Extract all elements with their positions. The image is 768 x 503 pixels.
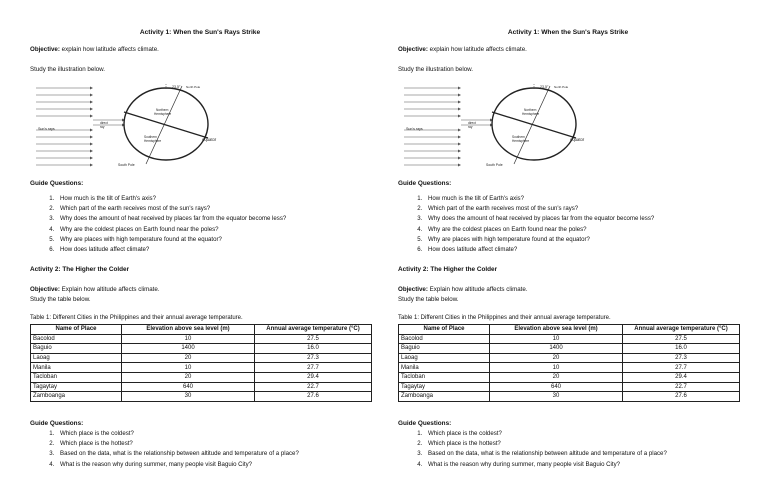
cell-temperature: 16.0 <box>255 344 372 354</box>
cell-temperature: 27.6 <box>255 392 372 402</box>
northern-hemisphere-label: Hemisphere <box>154 112 172 116</box>
table-row <box>31 382 372 392</box>
cell-place: Zamboanga <box>399 392 490 402</box>
activity2-objective <box>30 286 160 293</box>
cell-place: Bacolod <box>31 334 122 344</box>
activity1-guide-label: Guide Questions: <box>30 180 84 187</box>
southern-label: Southern <box>512 135 525 139</box>
cell-temperature: 27.5 <box>623 334 740 344</box>
objective-label: Objective: <box>30 286 60 293</box>
cell-place: Zamboanga <box>31 392 122 402</box>
question-item: 3. Why does the amount of heat received by places far from the equator become less? <box>56 214 286 224</box>
cities-table <box>30 324 372 402</box>
left-worksheet-copy <box>30 0 394 503</box>
activity2-objective <box>398 286 528 293</box>
cell-temperature: 29.4 <box>255 372 372 382</box>
objective-text: explain how latitude affects climate. <box>429 46 527 53</box>
activity1-instruction: Study the illustration below. <box>398 66 473 73</box>
question-item: 4. What is the reason why during summer, many people visit Baguio City? <box>56 460 299 470</box>
objective-text: Explain how altitude affects climate. <box>61 286 160 293</box>
cities-table <box>398 324 740 402</box>
question-item: 6. How does latitude affect climate? <box>424 245 654 255</box>
objective-label: Objective: <box>398 286 428 293</box>
cell-elevation: 1400 <box>490 344 623 354</box>
south-pole-label: South Pole <box>486 163 503 167</box>
suns-rays-label: Sun's rays <box>38 127 55 131</box>
cell-place: Tacloban <box>399 372 490 382</box>
table-caption: Table 1: Different Cities in the Philippines and their annual average temperature. <box>30 315 243 321</box>
cell-elevation: 30 <box>122 392 255 402</box>
question-item: 1. How much is the tilt of Earth's axis? <box>424 194 654 204</box>
question-item: 2. Which place is the hottest? <box>56 439 299 449</box>
activity1-guide-label: Guide Questions: <box>398 180 452 187</box>
cell-temperature: 27.3 <box>255 353 372 363</box>
cell-place: Tacloban <box>31 372 122 382</box>
cell-place: Manila <box>399 363 490 373</box>
col-header-elevation: Elevation above sea level (m) <box>122 325 255 335</box>
southern-hemisphere-label: Hemisphere <box>512 139 530 143</box>
cell-elevation: 10 <box>490 334 623 344</box>
tilt-label: 23.5° <box>540 85 549 89</box>
activity2-title: Activity 2: The Higher the Colder <box>398 266 498 273</box>
equator-label: equator <box>202 137 217 142</box>
question-item: 1. Which place is the coldest? <box>424 429 667 439</box>
activity2-guide-label: Guide Questions: <box>398 420 452 427</box>
cell-elevation: 1400 <box>122 344 255 354</box>
cell-place: Laoag <box>31 353 122 363</box>
earth-circle <box>492 88 576 160</box>
direct-label: direct <box>100 121 108 125</box>
north-pole-label: North Pole <box>554 85 569 89</box>
table-row <box>399 363 740 373</box>
south-pole-label: South Pole <box>118 163 135 167</box>
ray-label: ray <box>468 125 473 129</box>
sun-rays-diagram <box>398 84 598 170</box>
activity2-guide-label: Guide Questions: <box>30 420 84 427</box>
suns-rays-label: Sun's rays <box>406 127 423 131</box>
cell-temperature: 27.7 <box>623 363 740 373</box>
cell-elevation: 10 <box>122 334 255 344</box>
northern-label: Northern <box>156 108 169 112</box>
cell-temperature: 27.3 <box>623 353 740 363</box>
table-row <box>31 363 372 373</box>
direct-label: direct <box>468 121 476 125</box>
cell-elevation: 30 <box>490 392 623 402</box>
cell-temperature: 27.5 <box>255 334 372 344</box>
ray-label: ray <box>100 125 105 129</box>
table-header-row <box>399 325 740 335</box>
tilt-label: 23.5° <box>172 85 181 89</box>
cell-place: Tagaytay <box>31 382 122 392</box>
col-header-temperature: Annual average temperature (°C) <box>623 325 740 335</box>
table-header-row <box>31 325 372 335</box>
question-item: 4. What is the reason why during summer, many people visit Baguio City? <box>424 460 667 470</box>
northern-hemisphere-label: Hemisphere <box>522 112 540 116</box>
cell-elevation: 10 <box>122 363 255 373</box>
activity1-title: Activity 1: When the Sun's Rays Strike <box>139 29 261 36</box>
table-row <box>31 353 372 363</box>
activity1-objective <box>398 46 527 53</box>
question-item: 4. Why are the coldest places on Earth found near the poles? <box>424 225 654 235</box>
question-item: 3. Why does the amount of heat received by places far from the equator become less? <box>424 214 654 224</box>
table-row <box>399 392 740 402</box>
cell-elevation: 640 <box>490 382 623 392</box>
question-item: 3. Based on the data, what is the relationship between altitude and temperature of a place? <box>424 449 667 459</box>
earth-circle <box>124 88 208 160</box>
table-row <box>399 344 740 354</box>
objective-text: explain how latitude affects climate. <box>61 46 159 53</box>
question-item: 5. Why are places with high temperature found at the equator? <box>424 235 654 245</box>
question-item: 2. Which part of the earth receives most of the sun's rays? <box>56 204 286 214</box>
cell-temperature: 27.7 <box>255 363 372 373</box>
col-header-temperature: Annual average temperature (°C) <box>255 325 372 335</box>
cell-place: Manila <box>31 363 122 373</box>
activity2-title: Activity 2: The Higher the Colder <box>30 266 130 273</box>
activity1-instruction: Study the illustration below. <box>30 66 105 73</box>
cell-elevation: 10 <box>490 363 623 373</box>
col-header-place: Name of Place <box>31 325 122 335</box>
activity2-instruction: Study the table below. <box>398 296 459 303</box>
sun-rays-diagram <box>30 84 230 170</box>
cell-place: Baguio <box>399 344 490 354</box>
objective-label: Objective: <box>30 46 60 53</box>
question-item: 4. Why are the coldest places on Earth found near the poles? <box>56 225 286 235</box>
question-item: 3. Based on the data, what is the relationship between altitude and temperature of a place? <box>56 449 299 459</box>
cell-temperature: 27.6 <box>623 392 740 402</box>
table-row <box>399 372 740 382</box>
cell-elevation: 640 <box>122 382 255 392</box>
cell-elevation: 20 <box>122 353 255 363</box>
cell-place: Baguio <box>31 344 122 354</box>
cell-temperature: 22.7 <box>255 382 372 392</box>
cell-temperature: 16.0 <box>623 344 740 354</box>
cell-temperature: 29.4 <box>623 372 740 382</box>
cell-place: Tagaytay <box>399 382 490 392</box>
northern-label: Northern <box>524 108 537 112</box>
question-item: 1. How much is the tilt of Earth's axis? <box>56 194 286 204</box>
cell-elevation: 20 <box>122 372 255 382</box>
activity2-questions <box>30 429 299 470</box>
activity2-instruction: Study the table below. <box>30 296 91 303</box>
table-row <box>31 372 372 382</box>
question-item: 2. Which part of the earth receives most of the sun's rays? <box>424 204 654 214</box>
activity1-questions <box>398 194 654 255</box>
objective-label: Objective: <box>398 46 428 53</box>
question-item: 5. Why are places with high temperature found at the equator? <box>56 235 286 245</box>
table-caption: Table 1: Different Cities in the Philippines and their annual average temperature. <box>398 315 611 321</box>
equator-label: equator <box>570 137 585 142</box>
cell-temperature: 22.7 <box>623 382 740 392</box>
question-item: 6. How does latitude affect climate? <box>56 245 286 255</box>
table-row <box>399 382 740 392</box>
question-item: 1. Which place is the coldest? <box>56 429 299 439</box>
cell-elevation: 20 <box>490 353 623 363</box>
cell-place: Laoag <box>399 353 490 363</box>
right-worksheet-copy <box>398 0 762 503</box>
table-row <box>31 334 372 344</box>
activity1-questions <box>30 194 286 255</box>
col-header-elevation: Elevation above sea level (m) <box>490 325 623 335</box>
activity1-objective <box>30 46 159 53</box>
activity1-title: Activity 1: When the Sun's Rays Strike <box>507 29 629 36</box>
southern-label: Southern <box>144 135 157 139</box>
north-pole-label: North Pole <box>186 85 201 89</box>
activity2-questions <box>398 429 667 470</box>
table-row <box>31 344 372 354</box>
table-row <box>31 392 372 402</box>
question-item: 2. Which place is the hottest? <box>424 439 667 449</box>
objective-text: Explain how altitude affects climate. <box>429 286 528 293</box>
table-row <box>399 353 740 363</box>
table-row <box>399 334 740 344</box>
cell-elevation: 20 <box>490 372 623 382</box>
col-header-place: Name of Place <box>399 325 490 335</box>
southern-hemisphere-label: Hemisphere <box>144 139 162 143</box>
cell-place: Bacolod <box>399 334 490 344</box>
